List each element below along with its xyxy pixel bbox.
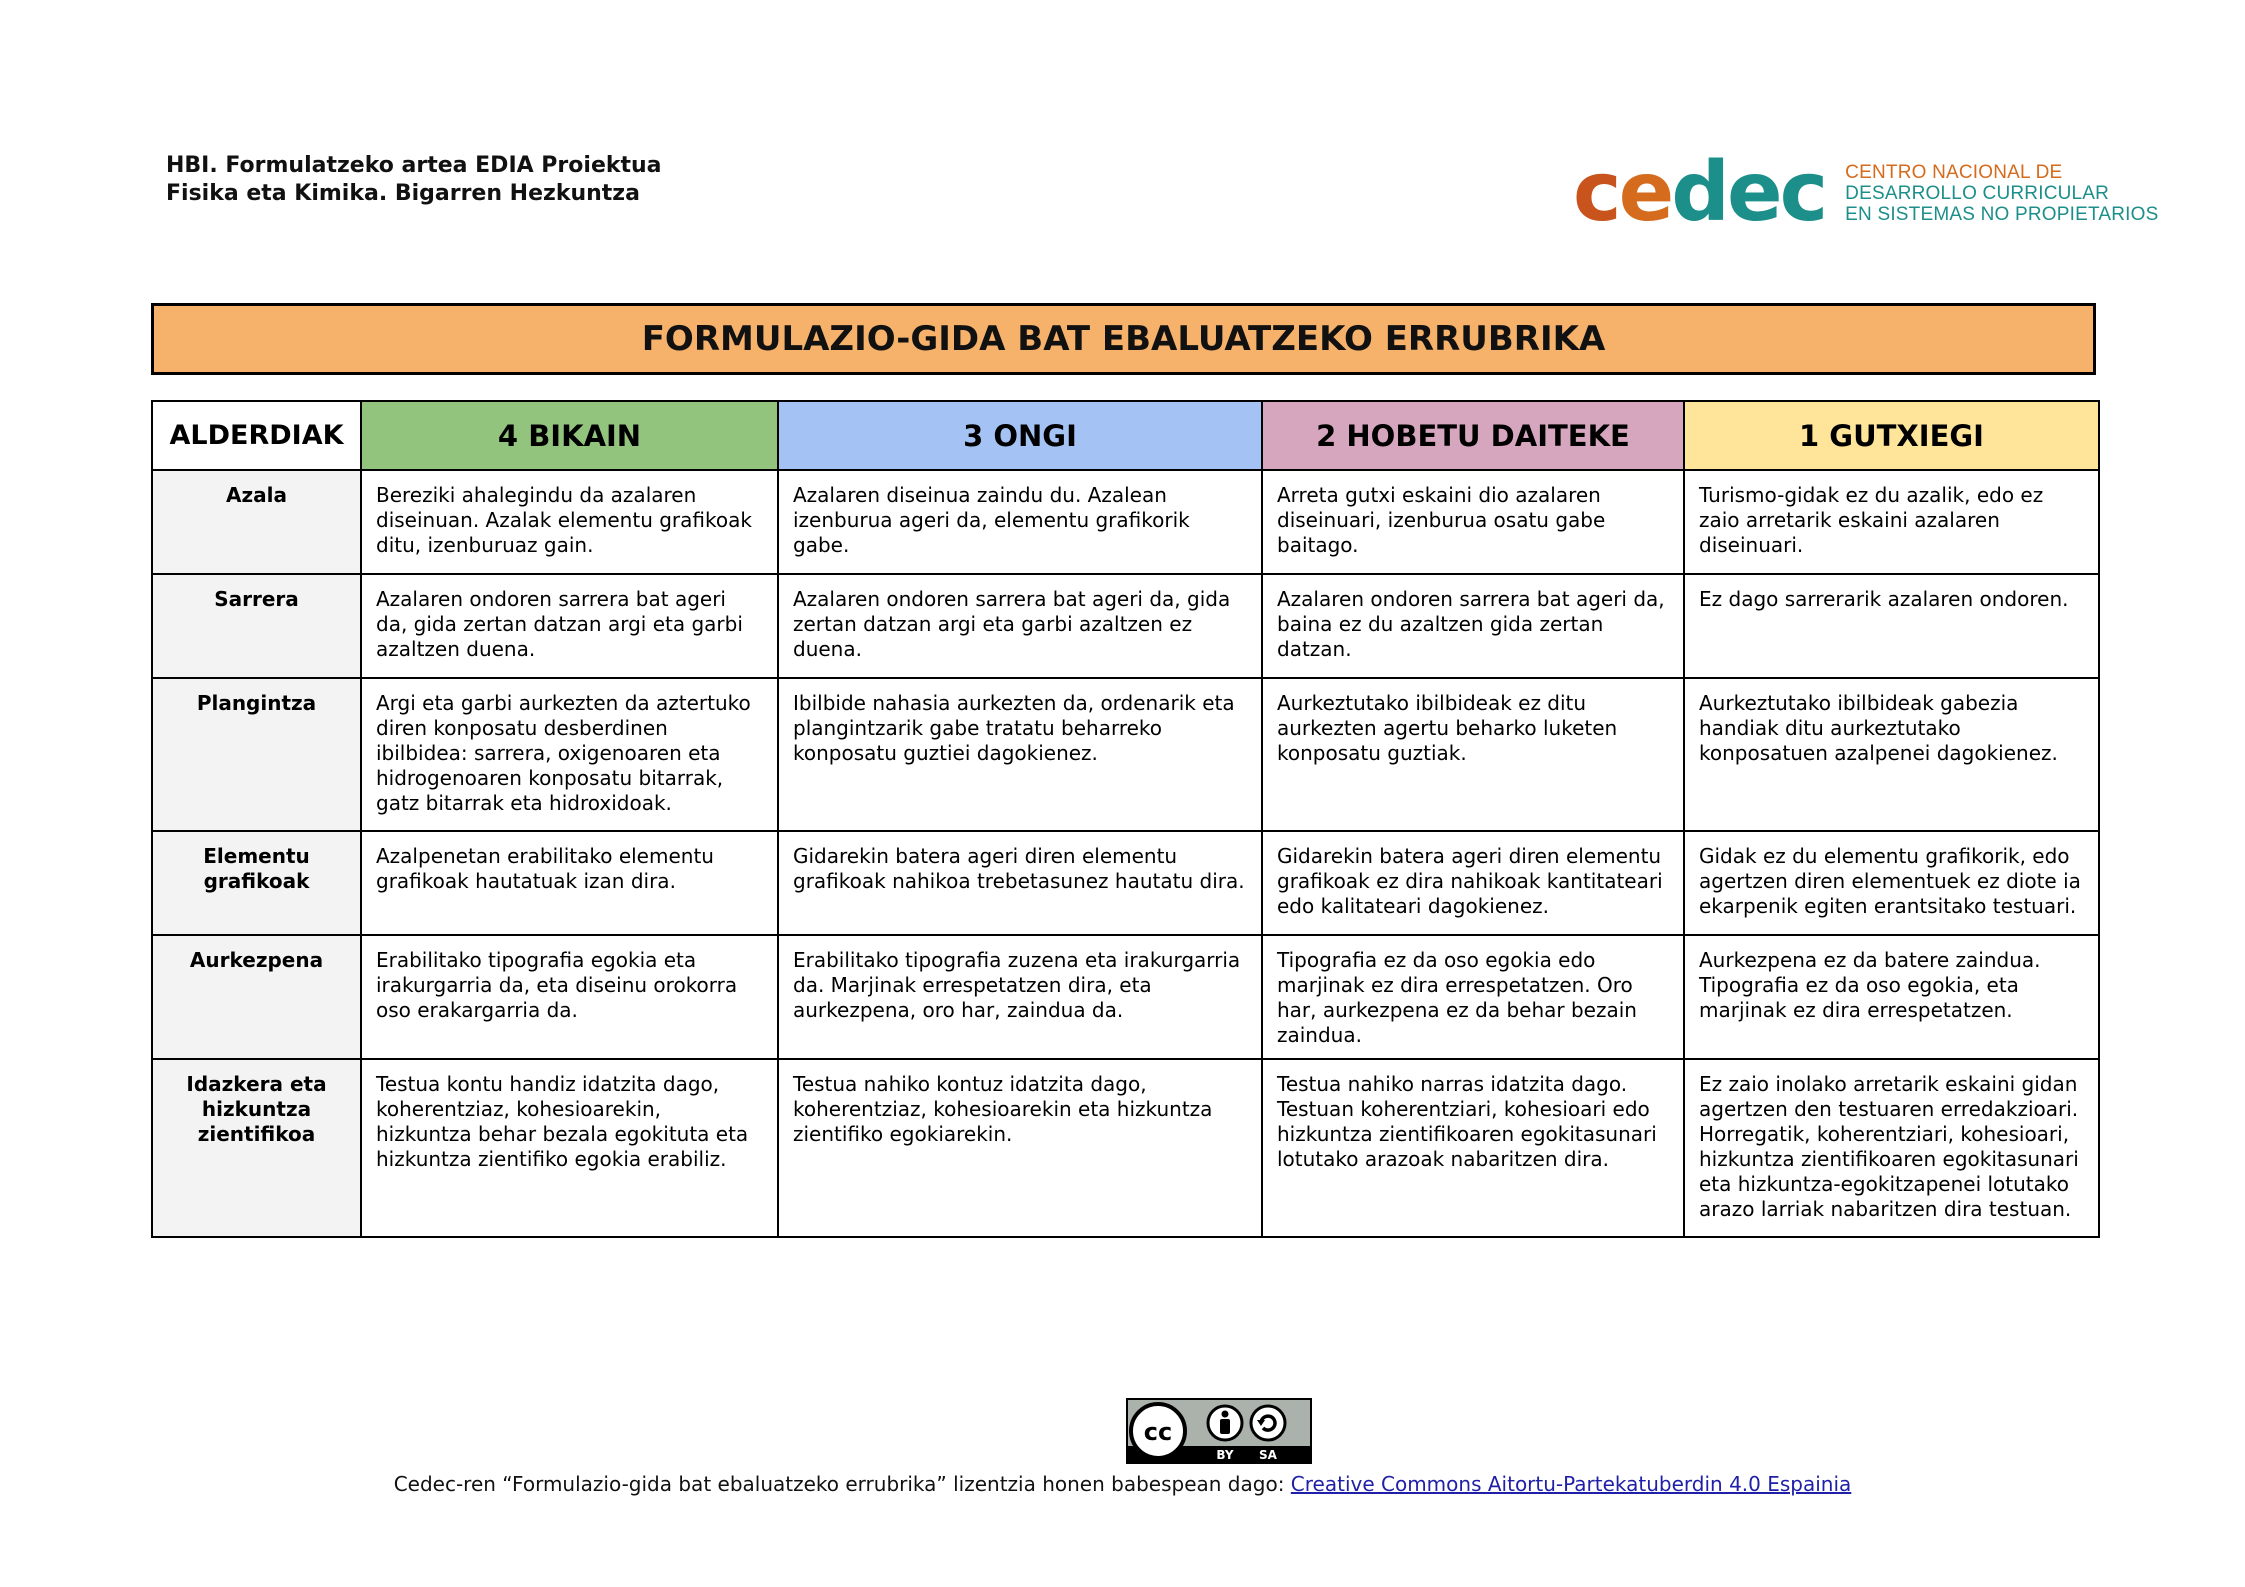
- aspect-label: Sarrera: [152, 574, 361, 678]
- cedec-tagline-2: DESARROLLO CURRICULAR: [1845, 182, 2110, 204]
- cc-mark-text: cc: [1143, 1418, 1173, 1446]
- descriptor-cell: Testua kontu handiz idatzita dago, koherentziaz, kohesioarekin, hizkuntza behar bezala egokituta eta hizkuntza zientifiko egokia erabiliz.: [361, 1059, 778, 1237]
- license-prefix: Cedec-ren “Formulazio-gida bat ebaluatzeko errubrika” lizentzia honen babespean dago:: [393, 1472, 1291, 1496]
- descriptor-cell: Tipografia ez da oso egokia edo marjinak ez dira errespetatzen. Oro har, aurkezpena ez da behar bezain zaindua.: [1262, 935, 1684, 1059]
- descriptor-cell: Azalaren ondoren sarrera bat ageri da, baina ez du azaltzen gida zertan datzan.: [1262, 574, 1684, 678]
- cedec-tagline-3: EN SISTEMAS NO PROPIETARIOS: [1845, 203, 2159, 225]
- aspect-column-header: ALDERDIAK: [152, 401, 361, 470]
- descriptor-cell: Aurkeztutako ibilbideak ez ditu aurkezten agertu beharko luketen konposatu guztiak.: [1262, 678, 1684, 831]
- rubric-table: [151, 400, 2100, 1238]
- descriptor-cell: Argi eta garbi aurkezten da aztertuko diren konposatu desberdinen ibilbidea: sarrera, oxigenoaren eta hidrogenoaren konposatu bitarrak, gatz bitarrak eta hidroxidoak.: [361, 678, 778, 831]
- descriptor-cell: Ibilbide nahasia aurkezten da, ordenarik eta plangintzarik gabe tratatu beharreko konposatu guztiei dagokienez.: [778, 678, 1262, 831]
- descriptor-cell: Aurkezpena ez da batere zaindua. Tipografia ez da oso egokia, eta marjinak ez dira errespetatzen.: [1684, 935, 2099, 1059]
- descriptor-cell: Testua nahiko kontuz idatzita dago, koherentziaz, kohesioarekin eta hizkuntza zientifiko egokiarekin.: [778, 1059, 1262, 1237]
- descriptor-cell: Arreta gutxi eskaini dio azalaren diseinuari, izenburua osatu gabe baitago.: [1262, 470, 1684, 574]
- cc-by-label: BY: [1216, 1448, 1234, 1462]
- cc-by-sa-badge[interactable]: [1126, 1398, 1312, 1464]
- cedec-tagline-1: CENTRO NACIONAL DE: [1845, 161, 2063, 183]
- cedec-wordmark: cedec: [1573, 145, 1826, 240]
- level-header-1: 1 GUTXIEGI: [1684, 401, 2099, 470]
- rubric-row: [152, 678, 2099, 831]
- descriptor-cell: Bereziki ahalegindu da azalaren diseinuan. Azalak elementu grafikoak ditu, izenburuaz gain.: [361, 470, 778, 574]
- descriptor-cell: Erabilitako tipografia zuzena eta irakurgarria da. Marjinak errespetatzen dira, eta aurkezpena, oro har, zaindua da.: [778, 935, 1262, 1059]
- descriptor-cell: Ez dago sarrerarik azalaren ondoren.: [1684, 574, 2099, 678]
- document-header: [166, 152, 662, 208]
- descriptor-cell: Erabilitako tipografia egokia eta irakurgarria da, eta diseinu orokorra oso erakargarria da.: [361, 935, 778, 1059]
- descriptor-cell: Azalaren diseinua zaindu du. Azalean izenburua ageri da, elementu grafikorik gabe.: [778, 470, 1262, 574]
- level-header-3: 3 ONGI: [778, 401, 1262, 470]
- rubric-row: [152, 470, 2099, 574]
- share-alike-icon: [1251, 1406, 1285, 1440]
- aspect-label: Azala: [152, 470, 361, 574]
- descriptor-cell: Ez zaio inolako arretarik eskaini gidan agertzen den testuaren erredakzioari. Horregatik, koherentziari, kohesioari, hizkuntza zientifikoaren egokitasunari eta hizkuntza-egokitzapenei lotutako arazo larriak nabaritzen dira testuan.: [1684, 1059, 2099, 1237]
- rubric-title: FORMULAZIO-GIDA BAT EBALUATZEKO ERRUBRIKA: [641, 319, 1606, 359]
- aspect-label: Plangintza: [152, 678, 361, 831]
- descriptor-cell: Aurkeztutako ibilbideak gabezia handiak ditu aurkeztutako konposatuen azalpenei dagokienez.: [1684, 678, 2099, 831]
- descriptor-cell: Azalaren ondoren sarrera bat ageri da, gida zertan datzan argi eta garbi azaltzen ez duena.: [778, 574, 1262, 678]
- rubric-row: [152, 831, 2099, 935]
- descriptor-cell: Gidak ez du elementu grafikorik, edo agertzen diren elementuek ez diote ia ekarpenik egiten erantsitako testuari.: [1684, 831, 2099, 935]
- level-header-4: 4 BIKAIN: [361, 401, 778, 470]
- license-statement: [0, 1472, 2245, 1496]
- cc-badge-graphic: [1128, 1400, 1310, 1462]
- level-header-2: 2 HOBETU DAITEKE: [1262, 401, 1684, 470]
- project-line: HBI. Formulatzeko artea EDIA Proiektua: [166, 153, 662, 178]
- descriptor-cell: Azalpenetan erabilitako elementu grafikoak hautatuak izan dira.: [361, 831, 778, 935]
- rubric-header-row: [152, 401, 2099, 470]
- aspect-label: Elementu grafikoak: [152, 831, 361, 935]
- descriptor-cell: Gidarekin batera ageri diren elementu grafikoak ez dira nahikoak kantitateari edo kalitateari dagokienez.: [1262, 831, 1684, 935]
- descriptor-cell: Azalaren ondoren sarrera bat ageri da, gida zertan datzan argi eta garbi azaltzen duena.: [361, 574, 778, 678]
- descriptor-cell: Testua nahiko narras idatzita dago. Testuan koherentziari, kohesioari edo hizkuntza zientifikoaren egokitasunari lotutako arazoak nabaritzen dira.: [1262, 1059, 1684, 1237]
- license-link[interactable]: Creative Commons Aitortu-Partekatuberdin 4.0 Espainia: [1290, 1472, 1852, 1496]
- subject-line: Fisika eta Kimika. Bigarren Hezkuntza: [166, 181, 640, 206]
- rubric-row: [152, 1059, 2099, 1237]
- cc-sa-label: SA: [1259, 1448, 1277, 1462]
- rubric-row: [152, 935, 2099, 1059]
- descriptor-cell: Turismo-gidak ez du azalik, edo ez zaio arretarik eskaini azalaren diseinuari.: [1684, 470, 2099, 574]
- aspect-label: Idazkera eta hizkuntza zientifikoa: [152, 1059, 361, 1237]
- rubric-row: [152, 574, 2099, 678]
- cedec-logo: [1573, 145, 2159, 240]
- descriptor-cell: Gidarekin batera ageri diren elementu grafikoak nahikoa trebetasunez hautatu dira.: [778, 831, 1262, 935]
- cedec-tagline: [1845, 162, 2158, 225]
- aspect-label: Aurkezpena: [152, 935, 361, 1059]
- rubric-title-bar: [151, 303, 2096, 375]
